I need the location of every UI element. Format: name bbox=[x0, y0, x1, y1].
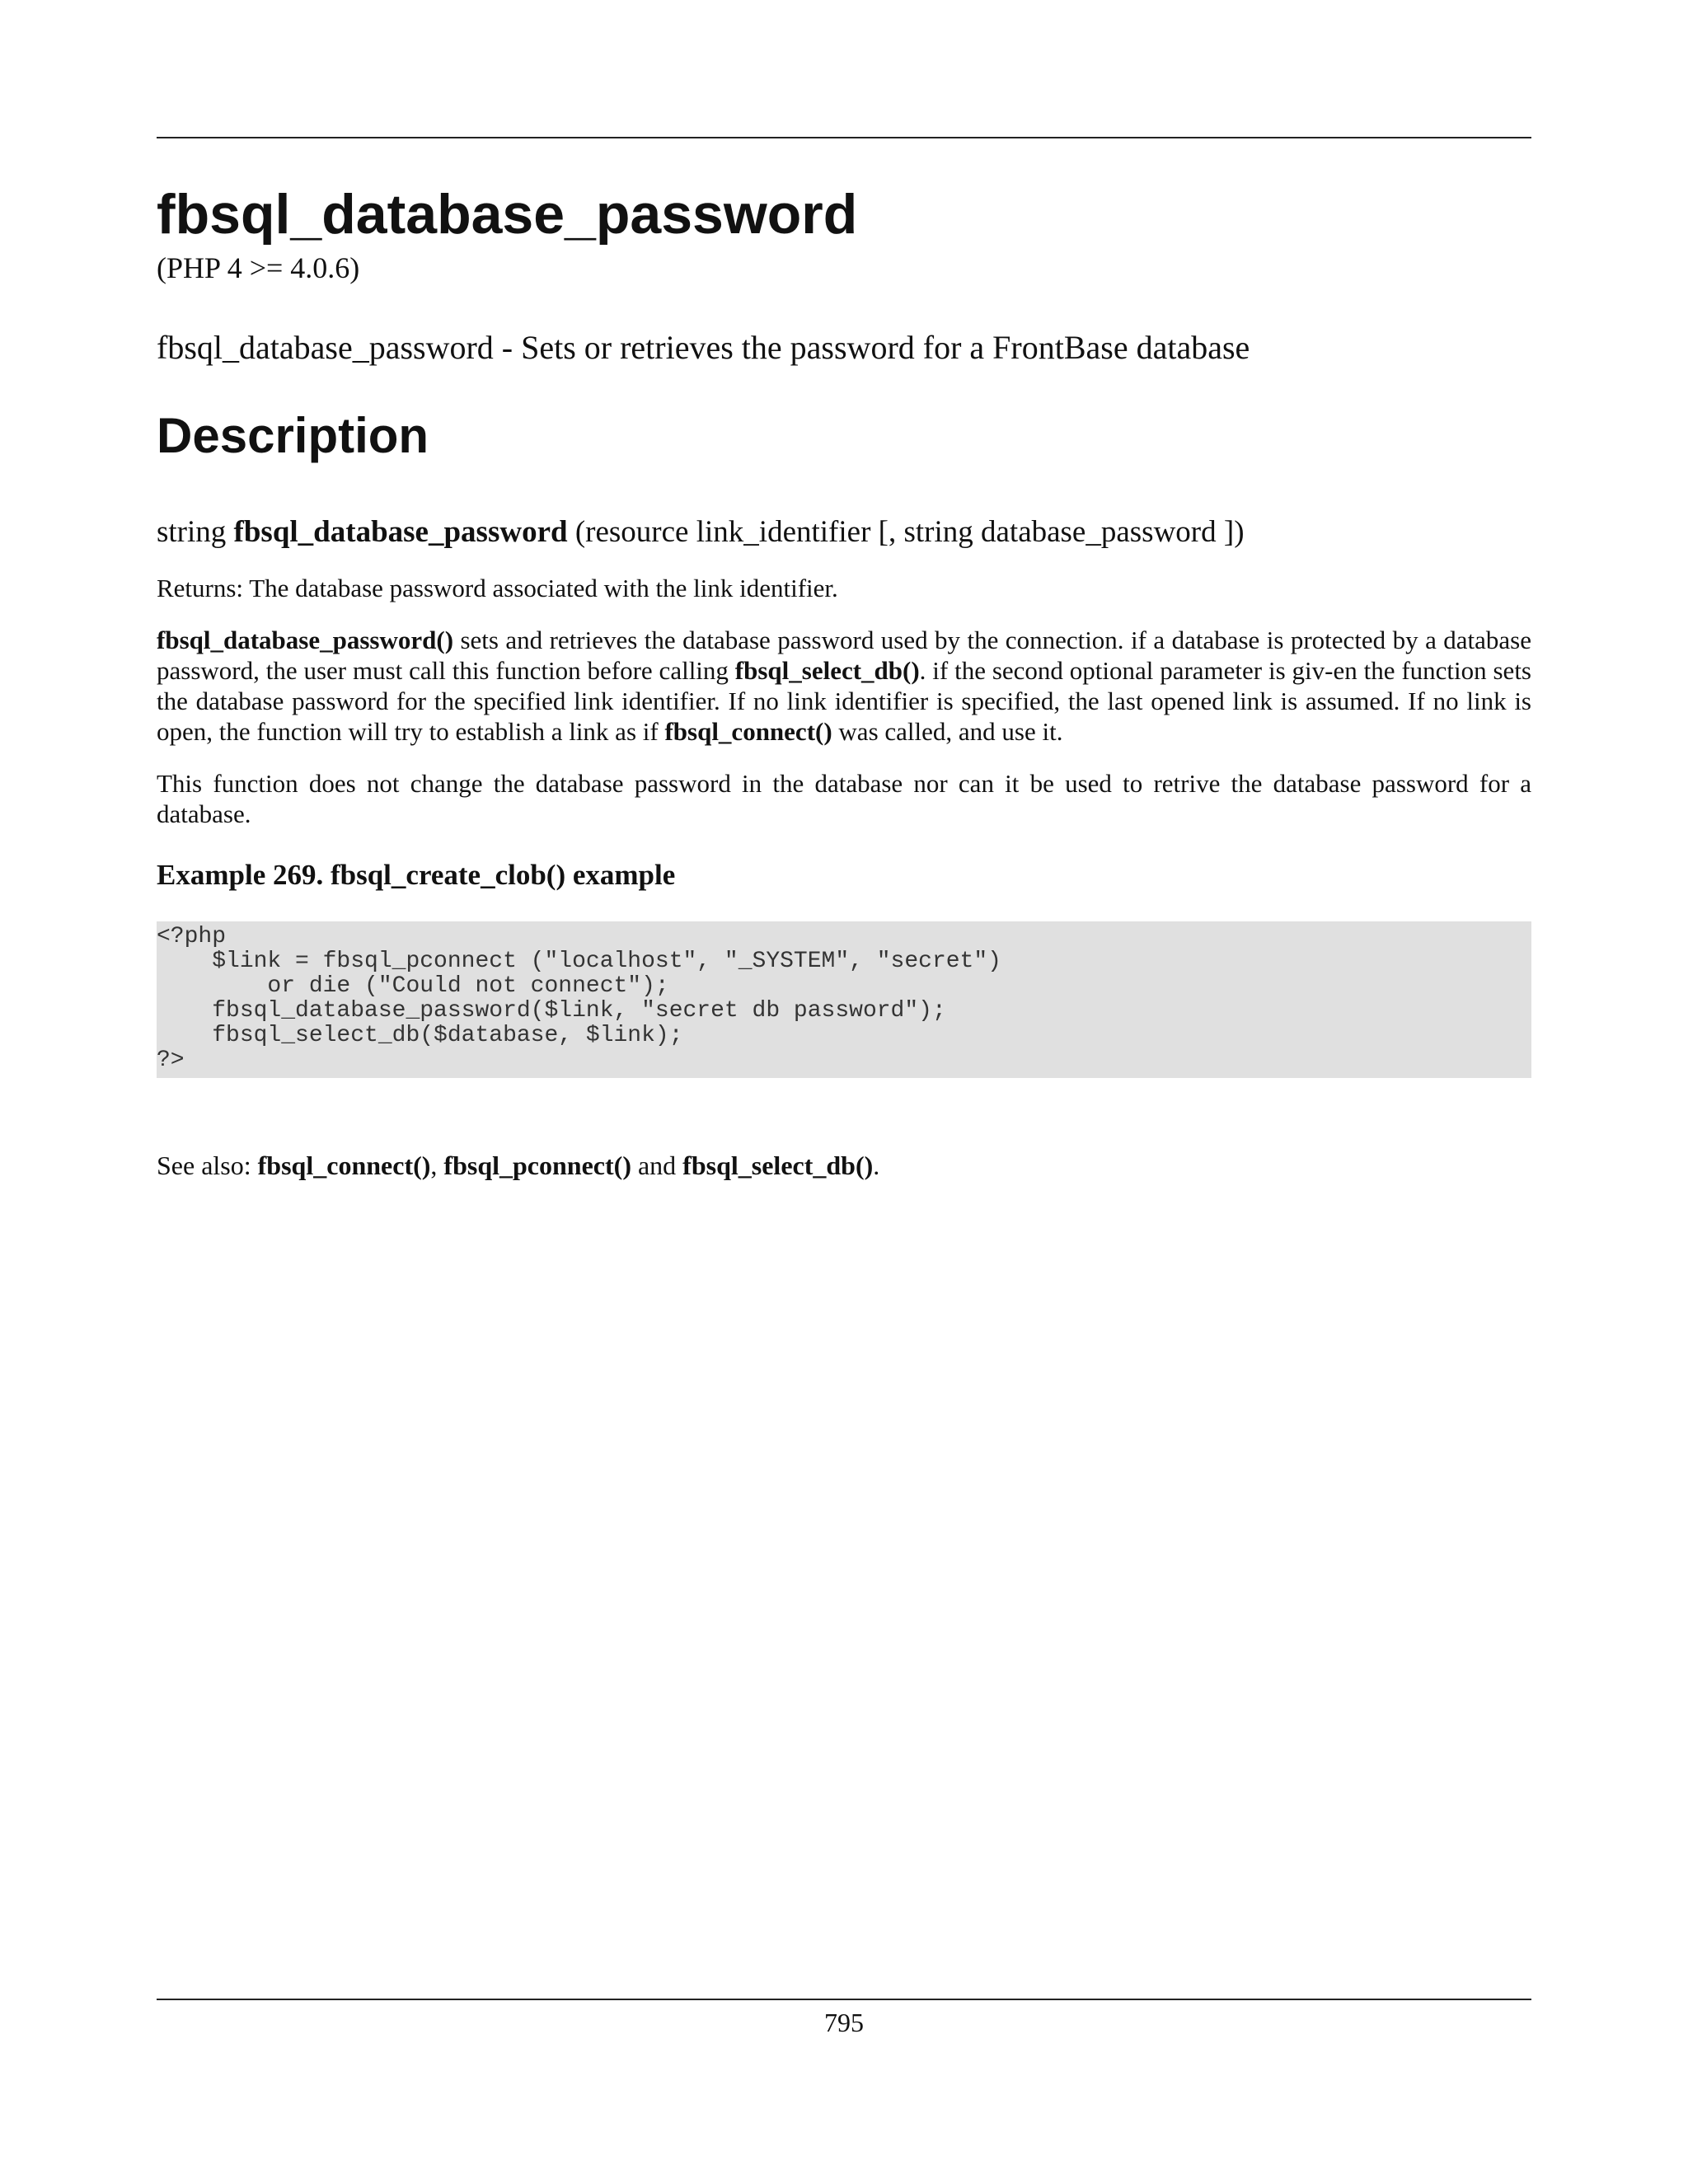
description-heading: Description bbox=[157, 408, 429, 464]
version-info: (PHP 4 >= 4.0.6) bbox=[157, 251, 360, 285]
page-number: 795 bbox=[824, 2008, 864, 2037]
page-content bbox=[157, 185, 1531, 1181]
description-paragraph: fbsql_database_password() sets and retrieves the database password used by the connection. if a database is protected by a database password, the user must call this function before calling fbsql_select_db(). if the second optional parameter is giv-en the function sets the database password for the specified link identifier. If no link identifier is specified, the last opened link is assumed. If no link is open, the function will try to establish a link as if fbsql_connect() was called, and use it. bbox=[157, 625, 1531, 746]
code-line: or die ("Could not connect"); bbox=[157, 972, 669, 999]
example-title: Example 269. fbsql_create_clob() example bbox=[157, 858, 676, 891]
see-also-fn-pconnect: fbsql_pconnect() bbox=[443, 1150, 631, 1180]
returns-paragraph: Returns: The database password associated with the link identifier. bbox=[157, 573, 838, 602]
fn-ref-database-password: fbsql_database_password() bbox=[157, 625, 454, 654]
see-also: See also: fbsql_connect(), fbsql_pconnect() and fbsql_select_db(). bbox=[157, 1150, 880, 1180]
see-also-fn-select-db: fbsql_select_db() bbox=[682, 1150, 874, 1180]
code-block bbox=[157, 921, 1531, 1078]
page-title: fbsql_database_password bbox=[157, 183, 858, 246]
footer-rule bbox=[157, 1999, 1531, 2000]
function-summary: fbsql_database_password - Sets or retrieves the password for a FrontBase database bbox=[157, 329, 1250, 367]
note-paragraph: This function does not change the database password in the database nor can it be used to retrive the database password for a database. bbox=[157, 768, 1531, 828]
synopsis-function-name: fbsql_database_password bbox=[233, 515, 568, 550]
fn-ref-select-db: fbsql_select_db() bbox=[734, 655, 920, 685]
synopsis-return-type: string bbox=[157, 515, 227, 550]
code-line: $link = fbsql_pconnect ("localhost", "_SYSTEM", "secret") bbox=[157, 948, 1001, 974]
fn-ref-connect: fbsql_connect() bbox=[664, 716, 832, 746]
header-rule bbox=[157, 137, 1531, 138]
code-line: ?> bbox=[157, 1047, 185, 1073]
code-line: fbsql_database_password($link, "secret db password"); bbox=[157, 997, 946, 1024]
code-line: fbsql_select_db($database, $link); bbox=[157, 1022, 683, 1048]
see-also-fn-connect: fbsql_connect() bbox=[257, 1150, 431, 1180]
code-line: <?php bbox=[157, 923, 227, 949]
synopsis-params: (resource link_identifier [, string database_password ]) bbox=[574, 515, 1245, 550]
function-synopsis bbox=[157, 514, 1531, 551]
